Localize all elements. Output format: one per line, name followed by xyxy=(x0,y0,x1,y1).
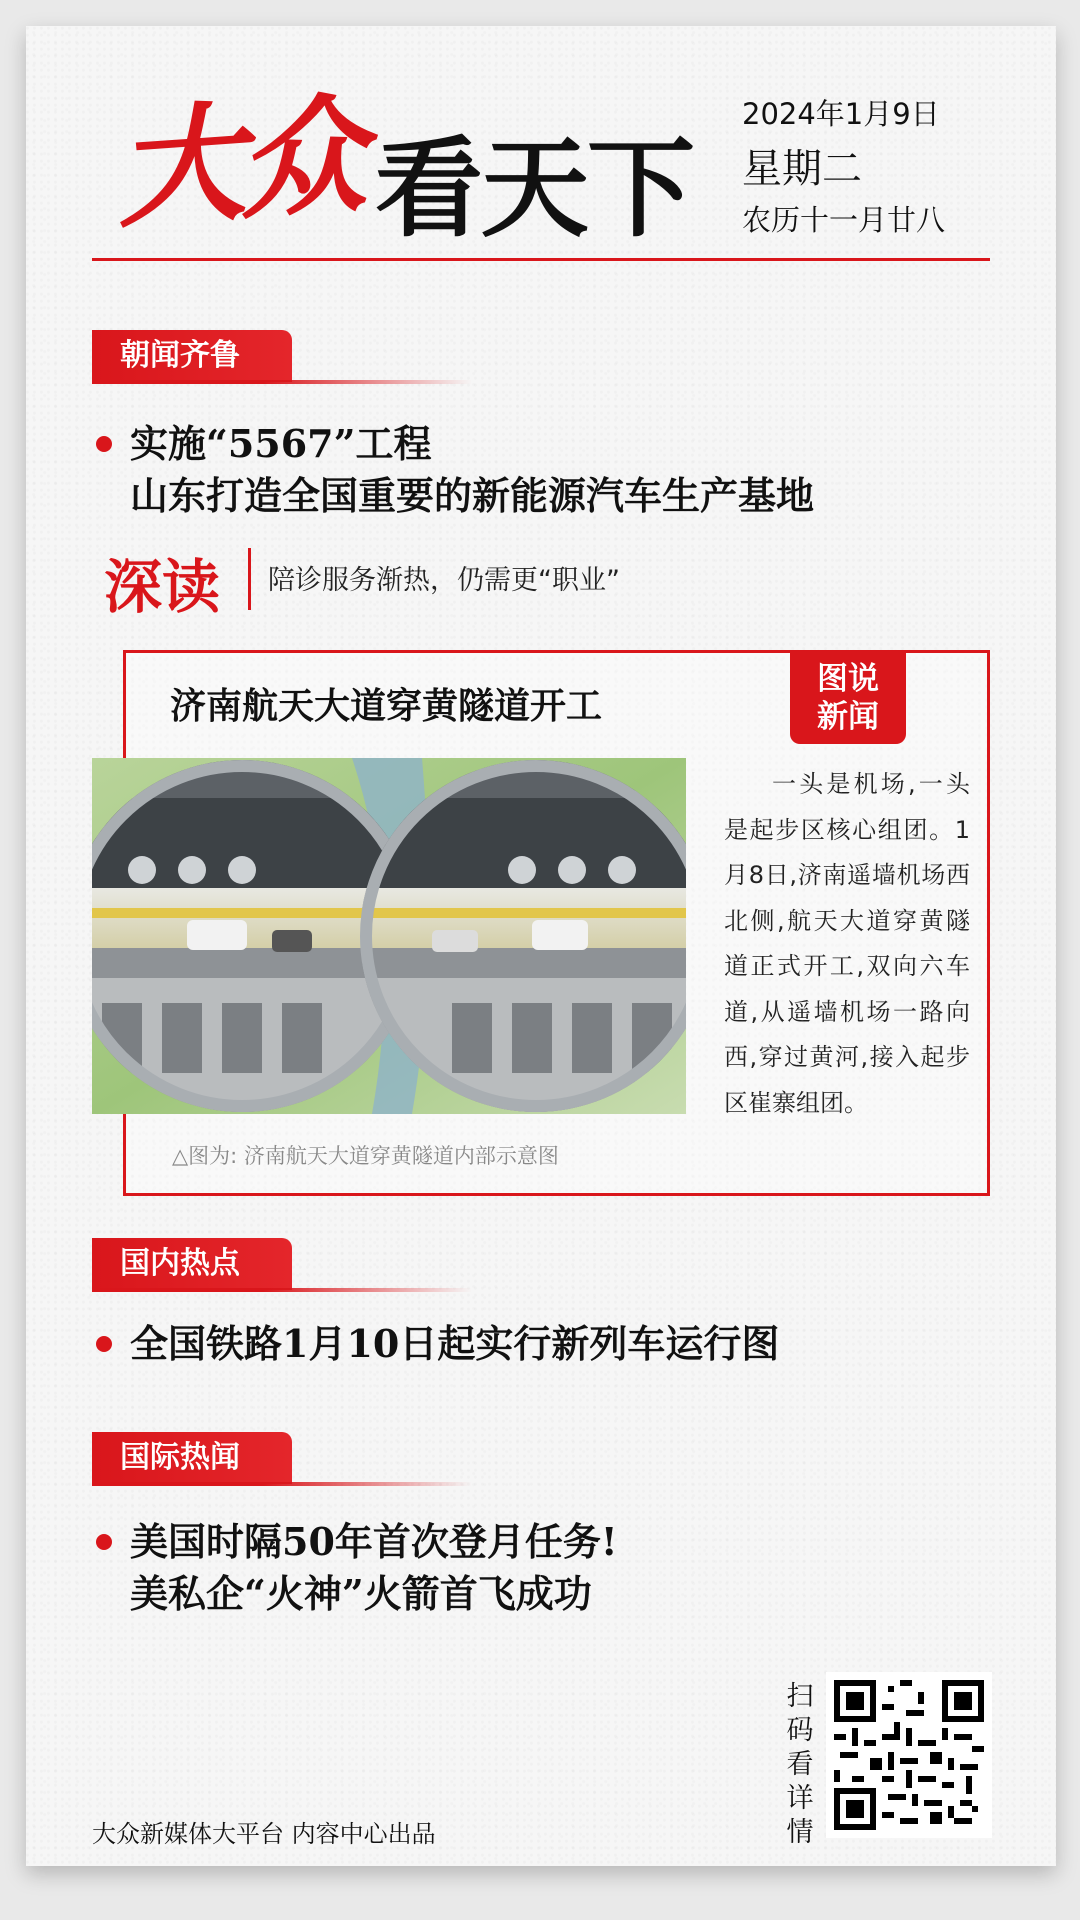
headline-local-line1: 实施“5567”工程 xyxy=(130,421,432,466)
masthead-divider xyxy=(92,258,990,261)
qr-code-icon xyxy=(834,1680,984,1830)
bullet-icon xyxy=(96,1534,112,1550)
section-rule-international xyxy=(92,1482,472,1486)
date-block xyxy=(742,92,945,239)
qr-label: 扫码看详情 xyxy=(786,1681,814,1848)
qr-code[interactable] xyxy=(826,1672,992,1838)
bullet-icon xyxy=(96,1336,112,1352)
bullet-icon xyxy=(96,436,112,452)
date: 2024年1月9日 xyxy=(742,97,940,131)
section-rule-domestic xyxy=(92,1288,472,1292)
headline-international[interactable] xyxy=(130,1516,618,1620)
photo-news-caption: △图为: 济南航天大道穿黄隧道内部示意图 xyxy=(172,1144,559,1168)
tunnel-illustration-svg xyxy=(92,758,686,1114)
section-tag-local: 朝闻齐鲁 xyxy=(92,330,292,382)
deep-read-divider xyxy=(248,548,251,610)
headline-international-line2: 美私企“火神”火箭首飞成功 xyxy=(130,1571,592,1616)
headline-local[interactable] xyxy=(130,418,814,522)
section-tag-domestic: 国内热点 xyxy=(92,1238,292,1290)
section-tag-international: 国际热闻 xyxy=(92,1432,292,1484)
section-rule-local xyxy=(92,380,472,384)
photo-news-body-text: 一头是机场,一头是起步区核心组团。1月8日,济南遥墙机场西北侧,航天大道穿黄隧道正式开工,双向六车道,从遥墙机场一路向西,穿过黄河,接入起步区崔寨组团。 xyxy=(724,770,970,1117)
deep-read-label: 深读 xyxy=(104,553,221,621)
footer-producer: 大众新媒体大平台 内容中心出品 xyxy=(92,1820,436,1848)
headline-international-line1: 美国时隔50年首次登月任务! xyxy=(130,1519,618,1564)
photo-news-badge-line1: 图说 xyxy=(817,661,879,697)
weekday: 星期二 xyxy=(742,146,862,192)
photo-news-badge-line2: 新闻 xyxy=(817,699,879,735)
brand-logo-red: 大众 xyxy=(110,79,365,247)
photo-news-body xyxy=(724,762,970,1126)
deep-read-headline[interactable]: 陪诊服务渐热，仍需更“职业” xyxy=(268,565,620,596)
lunar-date: 农历十一月廿八 xyxy=(742,203,946,237)
headline-local-line2: 山东打造全国重要的新能源汽车生产基地 xyxy=(130,473,815,518)
brand-logo-black: 看天下 xyxy=(375,127,694,252)
masthead xyxy=(105,60,745,252)
photo-news-badge xyxy=(790,652,906,744)
photo-news-title[interactable]: 济南航天大道穿黄隧道开工 xyxy=(170,685,603,727)
tunnel-illustration[interactable] xyxy=(92,758,686,1114)
headline-domestic[interactable]: 全国铁路1月10日起实行新列车运行图 xyxy=(130,1321,780,1366)
